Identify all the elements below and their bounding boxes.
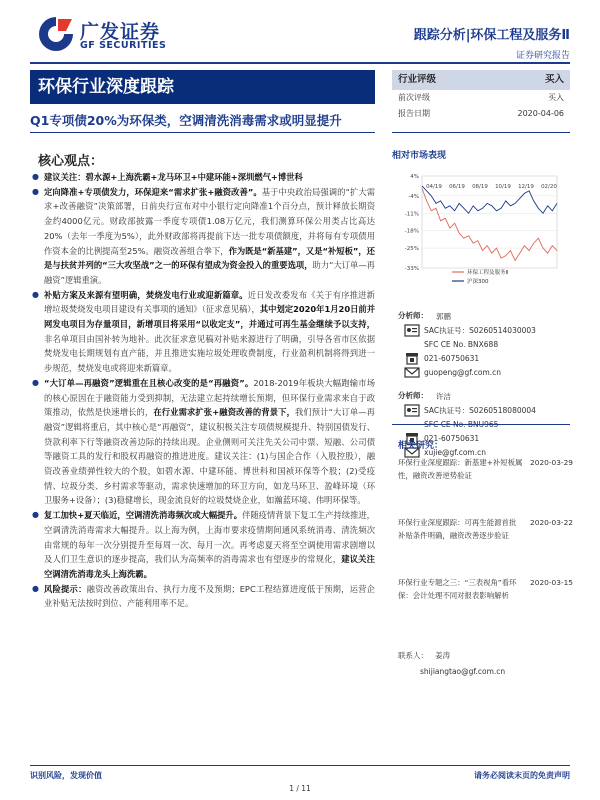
footer-slogan: 识别风险，发现价值 — [30, 771, 102, 780]
body-text: 基于中央政治局强调的“扩大需求+改善融资”决策部署，日前央行宣布对中小银行定向降准1个百分点，预计释放长期资金约4000亿元。财政部披露一季度专项债1.08万亿元，我们测算环保公用类占比高达20%（去年一季度为5%），此外财政部将再提前下达一批专项债额度，并将每有专项债用作资本金的比例提高至25%。融资改善组合拳下， — [44, 186, 375, 256]
bold-text: 建议关注空调清洗消毒龙头上海洗霸。 — [44, 554, 375, 579]
core-views-heading: 核心观点： — [38, 154, 104, 169]
related-research-item[interactable] — [398, 516, 573, 543]
series-line-1 — [422, 186, 557, 213]
body-text: 非名单项目由国补转为地补。此次征求意见稿对补贴来源进行了明确，引导各省市区依据焚烧发电长期规划有直产能，并且推进实施垃圾处理收费制度，行业盈利机制将得到进一步规范，焚烧发电或将迎来新篇章。 — [44, 333, 375, 374]
x-tick-label: 02/20 — [541, 184, 557, 190]
core-view-paragraph — [30, 582, 375, 611]
related-research-date: 2020-03-22 — [530, 518, 573, 527]
body-text: 融资改善政策出台、执行力度不及预期；EPC工程结算进度低于预期，运营企业补贴无法按时到位、产能利用率不足。 — [44, 583, 375, 609]
report-subtitle: Q1专项债20%为环保类，空调清洗消毒需求或明显提升 — [30, 113, 342, 128]
bold-text: 其中划定2020年1月20日前并网发电项目为存量项目，新增项目将采用“以收定支”，并通过可再生基金继续予以支持， — [44, 304, 375, 330]
body-text: 伴随疫情背景下复工生产持续推进，空调清洗消毒需求大幅提升。以上海为例，上海市要求疫情期间通风系统消毒、清洗频次由常规的每年一次分别提升至每周一次、每月一次。再考虑夏天将至空调使用需求剧增以及人们卫生意识的逐步提高，我们认为高频率的消毒需求也有望逐步的常规化， — [44, 510, 375, 565]
report-type-block — [414, 24, 570, 61]
analyst-email[interactable]: guopeng@gf.com.cn — [424, 368, 502, 377]
rating-value: 买入 — [544, 74, 564, 85]
logo-cn-text: 广发证券 — [80, 21, 161, 43]
bold-text: 定向降准+专项债发力，环保迎来“需求扩张+融资改善”。 — [44, 186, 262, 197]
bold-text: 复工加快+夏天临近，空调清洗消毒频次或大幅提升。 — [44, 510, 243, 521]
bold-text: 作为既是“新基建”，又是“补短板”，还是与扶贫并列的“三大攻坚战”之一的环保有望成为资金投入的重要选项， — [44, 245, 375, 271]
contact-name: 姜涛 — [435, 651, 451, 660]
series-line-0 — [422, 188, 557, 260]
company-logo — [36, 14, 196, 54]
body-text: 2018-2019年板块大幅跑输市场的核心原因在于融资能力受到抑制，无法建立起持续增长预期，但环保行业需求来自于政策推动，依然是快速增长的， — [44, 377, 375, 418]
bold-text: 风险提示： — [44, 583, 87, 594]
report-type: 跟踪分析|环保工程及服务Ⅱ — [413, 28, 570, 43]
related-research-date: 2020-03-29 — [530, 458, 573, 467]
footer-divider — [30, 765, 570, 766]
analyst-phone: 021-60750631 — [424, 354, 480, 363]
analyst-email[interactable]: xujie@gf.com.cn — [424, 448, 486, 457]
x-tick-label: 08/19 — [472, 184, 488, 190]
rating-header — [392, 70, 570, 90]
core-view-paragraph — [30, 376, 375, 508]
bold-text: 在行业需求扩张+融资改善的背景下， — [153, 407, 295, 418]
report-date-row — [392, 106, 570, 122]
gf-logo-icon — [36, 14, 76, 54]
analyst-phone: 021-60750631 — [424, 434, 480, 443]
related-research-date: 2020-03-15 — [530, 578, 573, 587]
core-views-body — [30, 170, 375, 611]
rating-divider — [392, 132, 570, 133]
page-number: 1 / 11 — [289, 784, 311, 793]
report-date-label: 报告日期 — [398, 109, 430, 118]
relative-performance-chart — [392, 168, 570, 293]
related-research-item[interactable] — [398, 456, 573, 483]
report-date-value: 2020-04-06 — [517, 109, 564, 118]
y-tick-label: -25% — [404, 246, 419, 253]
report-category: 证券研究报告 — [515, 51, 570, 61]
contact-email[interactable]: shijiangtao@gf.com.cn — [420, 667, 506, 676]
related-research-title: 环保行业深度跟踪：新基建+补短板属性，融资改善逆势验证 — [398, 458, 523, 481]
analyst-sfc-number: SFC CE No. BNX688 — [424, 340, 499, 349]
subtitle-divider — [30, 132, 375, 133]
core-view-paragraph — [30, 288, 375, 376]
y-tick-label: -4% — [408, 193, 419, 200]
header-divider — [30, 62, 570, 64]
contact-block — [398, 650, 505, 676]
logo-en-text: GF SECURITIES — [80, 40, 167, 51]
y-tick-label: -11% — [404, 211, 419, 218]
y-tick-label: -33% — [404, 266, 419, 272]
core-view-paragraph — [30, 508, 375, 582]
related-divider — [392, 424, 570, 425]
bullet-icon: ● — [32, 510, 39, 520]
analyst-sac-number: SAC执证号：S0260518080004 — [424, 406, 536, 415]
footer-disclaimer-link[interactable]: 请务必阅读末页的免责声明 — [474, 771, 570, 780]
rating-label: 行业评级 — [398, 74, 437, 85]
contact-label: 联系人： — [398, 651, 428, 660]
body-text: 我们预计“大订单—再融资”逻辑将重启，其中核心是“再融资”，建议积极关注专项债规模提升、特别国债发行、贷款利率下行等融资改善边际的持续出现。企业侧则可关注先关公司中票、短融、公司债等融资工具的发行和股权再融资的推进进度。建议关注：(1)与国企合作（入股控股），融资改善业绩弹性较大的个股，如碧水源、中建环能、博世科和国祯环保等个股；(2)受疫情、垃圾分类、乡村需求等驱动，需求快速增加的环卫方向，如龙马环卫、盈峰环境（环卫服务+设备）；(3)稳健增长，现金流良好的垃圾焚烧企业，如瀚蓝环境、伟明环保等。 — [44, 407, 375, 506]
legend-label: 环保工程及服务Ⅱ — [467, 270, 509, 276]
analyst-label: 分析师： — [398, 391, 428, 400]
related-research-title: 环保行业专题之三：“三表视角”看环保：会计处理不同对报表影响解析 — [398, 578, 517, 601]
legend-label: 沪深300 — [467, 279, 489, 285]
core-view-paragraph — [30, 170, 375, 185]
prev-rating-row — [392, 90, 570, 106]
plot-frame — [422, 176, 557, 268]
rating-box — [392, 70, 570, 122]
analyst-label: 分析师： — [398, 311, 428, 320]
x-tick-label: 06/19 — [449, 184, 465, 190]
analyst-sac-number: SAC执证号：S0260514030003 — [424, 326, 536, 335]
bullet-icon: ● — [32, 186, 39, 196]
y-tick-label: -18% — [404, 228, 419, 235]
analyst-sfc-number — [424, 418, 498, 432]
core-view-paragraph — [30, 185, 375, 288]
body-text: 近日发改委发布《关于有序推进新增垃圾焚烧发电项目建设有关事项的通知》（征求意见稿）， — [44, 289, 375, 315]
y-tick-label: 4% — [410, 174, 419, 180]
x-tick-label: 10/19 — [495, 184, 511, 190]
bold-text: 补贴方案及来源有望明确，焚烧发电行业或迎新篇章。 — [44, 289, 248, 300]
x-tick-label: 04/19 — [426, 184, 442, 190]
bullet-icon: ● — [32, 172, 39, 181]
bullet-icon: ● — [32, 583, 39, 593]
bold-text: “大订单—再融资”逻辑重在且核心改变的是“再融资”。 — [44, 377, 254, 388]
report-title: 环保行业深度跟踪 — [30, 70, 375, 104]
prev-rating-label: 前次评级 — [398, 93, 430, 102]
related-research-heading: 相关研究： — [398, 441, 444, 451]
bold-text: 建议关注：碧水源+上海洗霸+龙马环卫+中建环能+深圳燃气+博世科 — [44, 172, 303, 182]
body-text: 助力“大订单—再融资”逻辑重演。 — [44, 260, 375, 285]
analyst-name: 许洁 — [436, 392, 451, 401]
relative-performance-heading: 相对市场表现 — [392, 151, 447, 161]
analyst-name: 郭鹏 — [436, 312, 451, 321]
x-tick-label: 12/19 — [518, 184, 534, 190]
related-research-item[interactable] — [398, 576, 573, 603]
bullet-icon: ● — [32, 377, 39, 387]
related-research-title: 环保行业深度跟踪：可再生能源首批补贴条件明确，融资改善逐步验证 — [398, 518, 517, 541]
bullet-icon: ● — [32, 289, 39, 299]
prev-rating-value: 买入 — [548, 93, 564, 102]
